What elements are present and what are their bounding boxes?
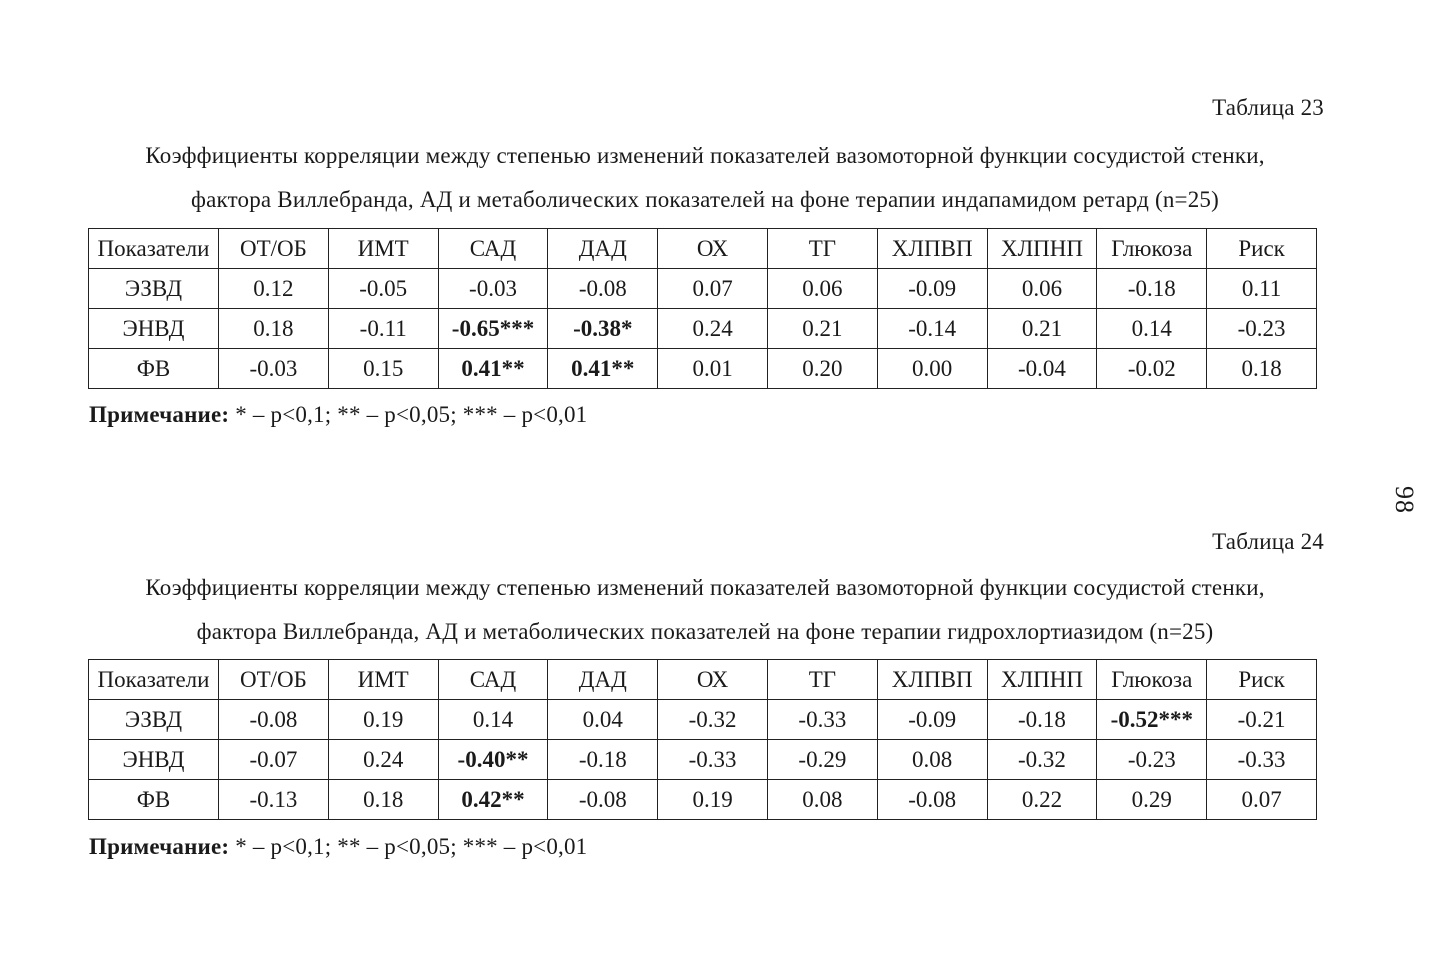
table-cell: 0.07: [1207, 780, 1317, 820]
table-cell: -0.08: [548, 780, 658, 820]
table-cell: 0.18: [1207, 349, 1317, 389]
table-cell: 0.15: [328, 349, 438, 389]
table-cell: -0.32: [987, 740, 1097, 780]
table-cell: 0.04: [548, 700, 658, 740]
column-header: ОТ/ОБ: [219, 229, 329, 269]
table-cell: 0.42**: [438, 780, 548, 820]
table-cell: 0.11: [1207, 269, 1317, 309]
table-row: [89, 700, 1317, 740]
table-23-note: [89, 402, 587, 428]
table-cell: 0.21: [767, 309, 877, 349]
table-header-row: [89, 229, 1317, 269]
table-cell: 0.41**: [548, 349, 658, 389]
column-header: ХЛПНП: [987, 660, 1097, 700]
table-cell: 0.41**: [438, 349, 548, 389]
table-cell: 0.01: [658, 349, 768, 389]
table-header-row: [89, 660, 1317, 700]
table-cell: -0.18: [1097, 269, 1207, 309]
table-cell: 0.14: [1097, 309, 1207, 349]
table-cell: 0.18: [219, 309, 329, 349]
table-cell: 0.00: [877, 349, 987, 389]
table-cell: 0.24: [328, 740, 438, 780]
table-cell: -0.08: [219, 700, 329, 740]
table-cell: 0.18: [328, 780, 438, 820]
table-row: [89, 349, 1317, 389]
table-cell: -0.32: [658, 700, 768, 740]
table-cell: -0.09: [877, 700, 987, 740]
table-24-label: Таблица 24: [1212, 529, 1324, 554]
row-label: ЭЗВД: [89, 700, 219, 740]
table-23-caption-line1: Коэффициенты корреляции между степенью изменений показателей вазомоторной функции сосудистой стенки,: [145, 143, 1265, 168]
table-cell: -0.07: [219, 740, 329, 780]
table-cell: 0.19: [658, 780, 768, 820]
column-header: ОХ: [658, 660, 768, 700]
table-cell: -0.23: [1207, 309, 1317, 349]
table-cell: -0.08: [877, 780, 987, 820]
table-cell: -0.65***: [438, 309, 548, 349]
row-label: ФВ: [89, 780, 219, 820]
note-text: * – p<0,1; ** – p<0,05; *** – p<0,01: [229, 402, 588, 427]
table-cell: 0.19: [328, 700, 438, 740]
table-cell: 0.24: [658, 309, 768, 349]
table-row: [89, 780, 1317, 820]
row-label: ЭНВД: [89, 309, 219, 349]
table-cell: -0.08: [548, 269, 658, 309]
table-cell: -0.52***: [1097, 700, 1207, 740]
column-header: ДАД: [548, 229, 658, 269]
table-cell: 0.29: [1097, 780, 1207, 820]
table-cell: -0.38*: [548, 309, 658, 349]
table-row: [89, 269, 1317, 309]
column-header: Показатели: [89, 229, 219, 269]
table-cell: -0.13: [219, 780, 329, 820]
table-cell: 0.08: [877, 740, 987, 780]
table-23-caption-line2: фактора Виллебранда, АД и метаболических показателей на фоне терапии индапамидом ретард (n=25): [190, 187, 1219, 212]
column-header: Риск: [1207, 660, 1317, 700]
column-header: ТГ: [767, 229, 877, 269]
table-cell: -0.09: [877, 269, 987, 309]
table-cell: 0.20: [767, 349, 877, 389]
table-cell: -0.33: [1207, 740, 1317, 780]
table-24-caption-line2: фактора Виллебранда, АД и метаболических показателей на фоне терапии гидрохлортиазидом (n=25): [196, 619, 1214, 644]
row-label: ФВ: [89, 349, 219, 389]
table-cell: -0.23: [1097, 740, 1207, 780]
table-cell: -0.33: [767, 700, 877, 740]
table-row: [89, 309, 1317, 349]
note-label: Примечание:: [89, 834, 230, 859]
note-label: Примечание:: [89, 402, 230, 427]
table-cell: -0.29: [767, 740, 877, 780]
column-header: ХЛПВП: [877, 229, 987, 269]
column-header: САД: [438, 660, 548, 700]
table-cell: -0.05: [328, 269, 438, 309]
column-header: САД: [438, 229, 548, 269]
column-header: Глюкоза: [1097, 660, 1207, 700]
column-header: ХЛПВП: [877, 660, 987, 700]
table-cell: -0.21: [1207, 700, 1317, 740]
table-cell: 0.14: [438, 700, 548, 740]
table-24-caption-line1: Коэффициенты корреляции между степенью изменений показателей вазомоторной функции сосудистой стенки,: [145, 575, 1265, 600]
table-cell: -0.04: [987, 349, 1097, 389]
table-24-note: [89, 834, 587, 860]
table-cell: -0.11: [328, 309, 438, 349]
table-cell: -0.03: [438, 269, 548, 309]
table-cell: -0.03: [219, 349, 329, 389]
table-cell: 0.08: [767, 780, 877, 820]
table-cell: 0.06: [987, 269, 1097, 309]
table-23-label: Таблица 23: [1212, 95, 1324, 120]
table-row: [89, 740, 1317, 780]
table-cell: 0.22: [987, 780, 1097, 820]
column-header: ТГ: [767, 660, 877, 700]
row-label: ЭНВД: [89, 740, 219, 780]
table-cell: -0.14: [877, 309, 987, 349]
column-header: ИМТ: [328, 229, 438, 269]
row-label: ЭЗВД: [89, 269, 219, 309]
column-header: Глюкоза: [1097, 229, 1207, 269]
page-number: 98: [1390, 486, 1419, 514]
column-header: Показатели: [89, 660, 219, 700]
table-cell: 0.06: [767, 269, 877, 309]
table-cell: -0.18: [548, 740, 658, 780]
table-cell: -0.18: [987, 700, 1097, 740]
table-cell: 0.07: [658, 269, 768, 309]
column-header: Риск: [1207, 229, 1317, 269]
note-text: * – p<0,1; ** – p<0,05; *** – p<0,01: [229, 834, 588, 859]
column-header: ДАД: [548, 660, 658, 700]
column-header: ОХ: [658, 229, 768, 269]
column-header: ИМТ: [328, 660, 438, 700]
table-cell: 0.12: [219, 269, 329, 309]
correlation-table-24: [88, 659, 1317, 820]
correlation-table-23: [88, 228, 1317, 389]
column-header: ОТ/ОБ: [219, 660, 329, 700]
table-cell: -0.33: [658, 740, 768, 780]
column-header: ХЛПНП: [987, 229, 1097, 269]
table-cell: -0.40**: [438, 740, 548, 780]
table-cell: 0.21: [987, 309, 1097, 349]
table-cell: -0.02: [1097, 349, 1207, 389]
